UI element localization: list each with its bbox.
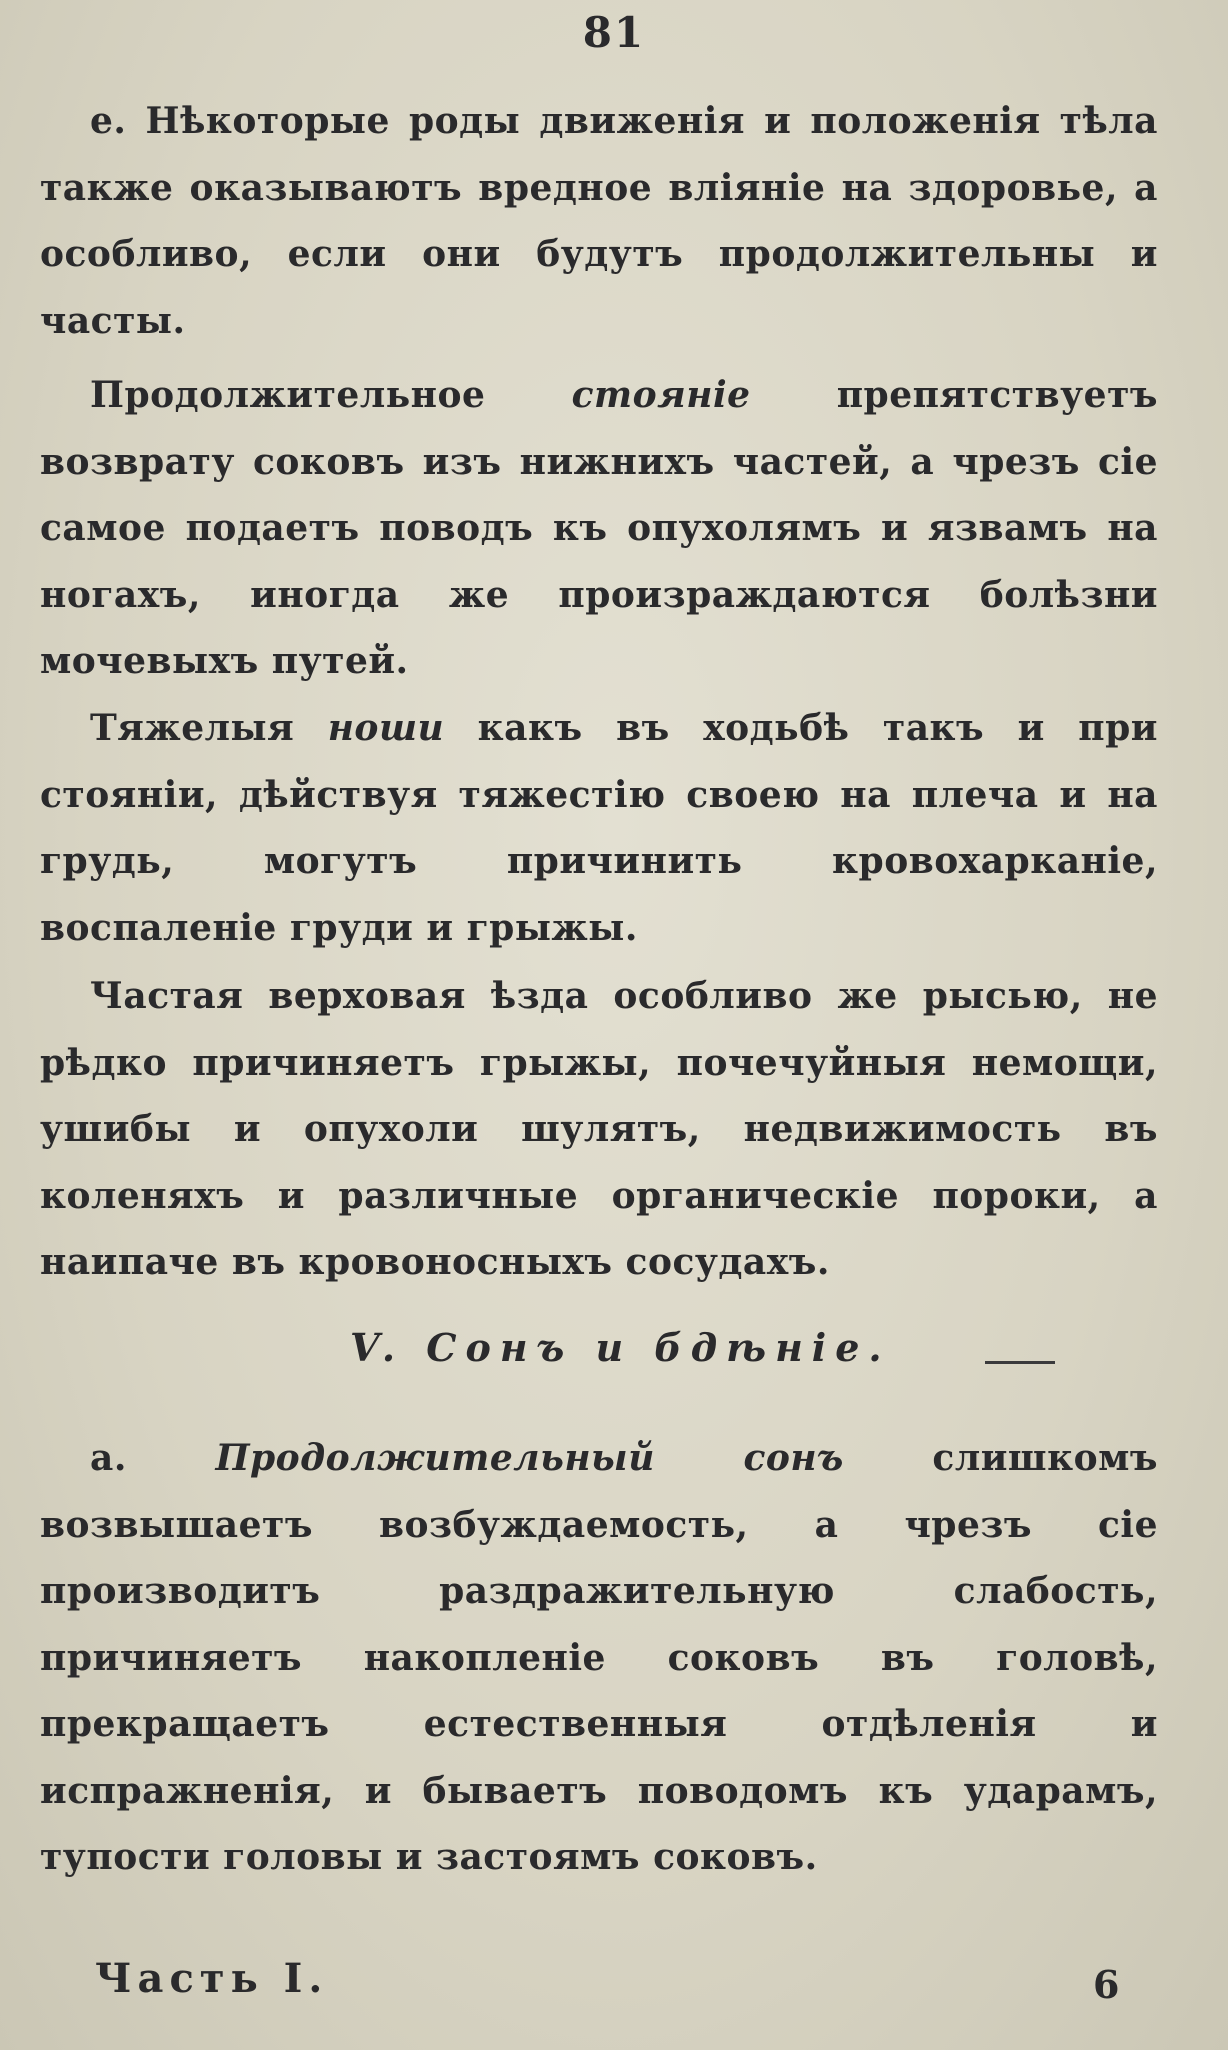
paragraph-text <box>40 695 1158 961</box>
paragraph-text <box>40 362 1158 695</box>
paragraph-text <box>40 88 1158 354</box>
heading-dash-rule <box>985 1361 1055 1364</box>
emphasis-term: стояніе <box>571 374 751 416</box>
paragraph-text <box>40 1425 1158 1891</box>
text-run: какъ въ ходьбѣ такъ и при стояніи, дѣйствуя тяжестію своею на плеча и на грудь, могутъ причинить кровохарканіе, воспаленіе груди и грыжы. <box>40 707 1158 949</box>
paragraph-loads <box>40 695 1158 961</box>
text-run: Продолжительное <box>90 374 572 416</box>
text-run: слишкомъ возвышаетъ возбуждаемость, а чрезъ сіе производитъ раздражительную слабость, причиняетъ накопленіе соковъ въ головѣ, прекращаетъ естественныя отдѣленія и испражненія, и бываетъ поводомъ къ ударамъ, тупости головы и застоямъ соковъ. <box>40 1437 1158 1878</box>
emphasis-term: ноши <box>327 707 445 749</box>
paragraph-riding <box>40 963 1158 1296</box>
text-run: е. Нѣкоторые роды движенія и положенія тѣла также оказываютъ вредное вліяніе на здоровье, а особливо, если они будутъ продолжительны и часты. <box>40 100 1158 342</box>
text-run: Частая верховая ѣзда особливо же рысью, не рѣдко причиняетъ грыжы, почечуйныя немощи, ушибы и опухоли шулятъ, недвижимость въ коленяхъ и различные органическіе пороки, а наипаче въ кровоносныхъ сосудахъ. <box>40 975 1158 1283</box>
paragraph-posture <box>40 88 1158 354</box>
emphasis-term: Продолжительный сонъ <box>215 1437 844 1479</box>
volume-signature: Часть I. <box>95 1955 329 2002</box>
section-header <box>0 1325 1228 1395</box>
paragraph-sleep <box>40 1425 1158 1891</box>
text-run: а. <box>90 1437 216 1479</box>
text-run: Тяжелыя <box>90 707 328 749</box>
section-heading: V. Сонъ и бдѣніе. <box>350 1325 891 1370</box>
paragraph-standing <box>40 362 1158 695</box>
sheet-mark: 6 <box>1093 1962 1120 2007</box>
paragraph-text <box>40 963 1158 1296</box>
text-run: препятствуетъ возврату соковъ изъ нижнихъ частей, а чрезъ сіе самое подаетъ поводъ къ опухолямъ и язвамъ на ногахъ, иногда же произраждаются болѣзни мочевыхъ путей. <box>40 374 1158 682</box>
page-number: 81 <box>582 8 646 57</box>
